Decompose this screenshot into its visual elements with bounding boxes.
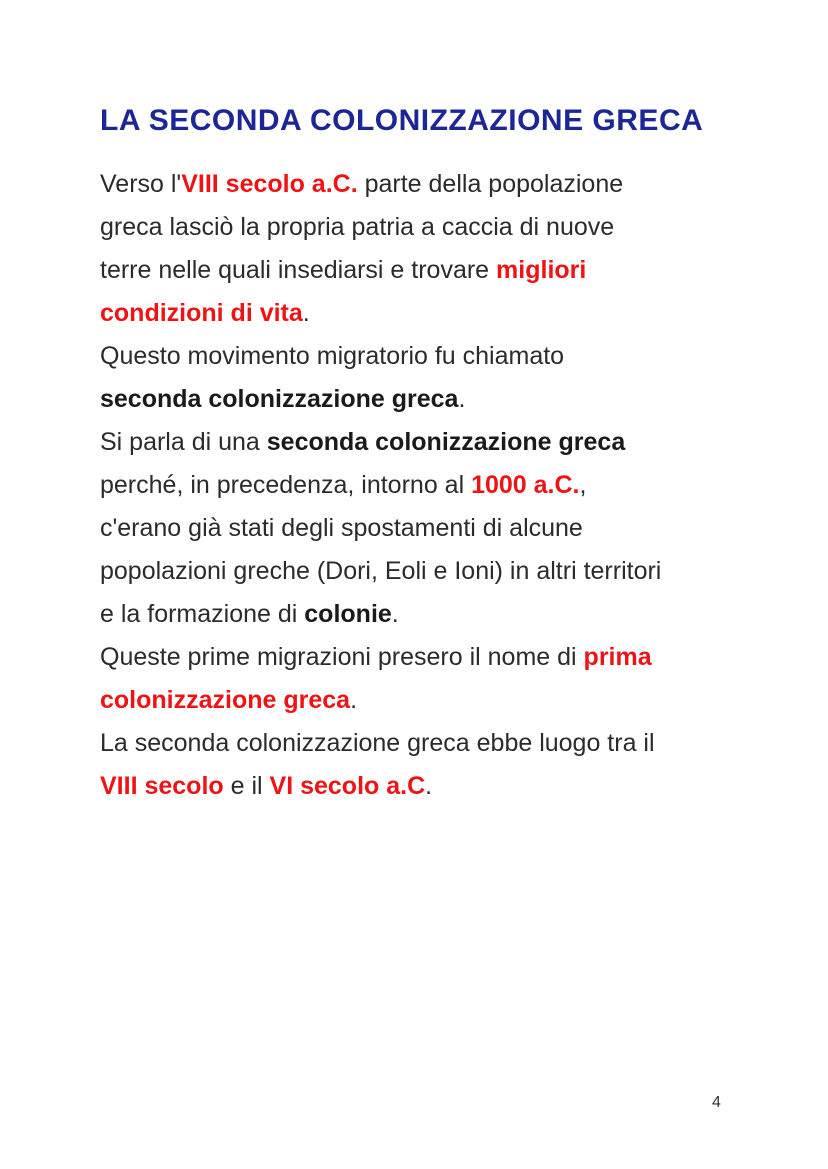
text-run: greca lasciò la propria patria a caccia di nuove — [100, 212, 615, 241]
page-content — [100, 104, 734, 808]
body-text — [100, 163, 734, 808]
text-run: e la formazione di — [100, 599, 305, 628]
text-line — [100, 163, 734, 206]
highlight-run: VIII secolo — [100, 771, 224, 800]
text-run: . — [350, 685, 358, 714]
highlight-run: prima — [583, 642, 652, 671]
text-run: . — [391, 599, 399, 628]
highlight-run: colonizzazione greca — [100, 685, 351, 714]
page-title: LA SECONDA COLONIZZAZIONE GRECA — [100, 104, 704, 137]
text-run: Verso l' — [100, 169, 182, 198]
text-run: La seconda colonizzazione greca ebbe luogo tra il — [100, 728, 655, 757]
text-run: c'erano già stati degli spostamenti di alcune — [100, 513, 583, 542]
text-run: e il — [223, 771, 270, 800]
text-line — [100, 335, 734, 378]
text-line — [100, 636, 734, 679]
text-line — [100, 378, 734, 421]
highlight-run: VIII secolo a.C. — [181, 169, 358, 198]
text-run: Queste prime migrazioni presero il nome di — [100, 642, 584, 671]
text-line — [100, 550, 734, 593]
highlight-run: VI secolo a.C — [269, 771, 426, 800]
highlight-run: 1000 a.C. — [471, 470, 580, 499]
text-run: . — [425, 771, 433, 800]
text-line — [100, 679, 734, 722]
text-run: Si parla di una — [100, 427, 267, 456]
text-run: popolazioni greche (Dori, Eoli e Ioni) in altri territori — [100, 556, 662, 585]
highlight-run: migliori — [496, 255, 587, 284]
text-run: . — [458, 384, 466, 413]
highlight-run: colonie — [304, 599, 392, 628]
page-number: 4 — [712, 1094, 721, 1111]
text-run: parte della popolazione — [357, 169, 624, 198]
text-run: . — [302, 298, 310, 327]
text-line — [100, 507, 734, 550]
text-line — [100, 593, 734, 636]
text-line — [100, 292, 734, 335]
text-line — [100, 249, 734, 292]
text-run: perché, in precedenza, intorno al — [100, 470, 472, 499]
highlight-run: condizioni di vita — [100, 298, 303, 327]
text-line — [100, 722, 734, 765]
text-line — [100, 421, 734, 464]
text-run: Questo movimento migratorio fu chiamato — [100, 341, 565, 370]
highlight-run: seconda colonizzazione greca — [266, 427, 626, 456]
text-line — [100, 765, 734, 808]
highlight-run: seconda colonizzazione greca — [100, 384, 459, 413]
text-run: , — [579, 470, 587, 499]
text-run: terre nelle quali insediarsi e trovare — [100, 255, 497, 284]
text-line — [100, 464, 734, 507]
text-line — [100, 206, 734, 249]
